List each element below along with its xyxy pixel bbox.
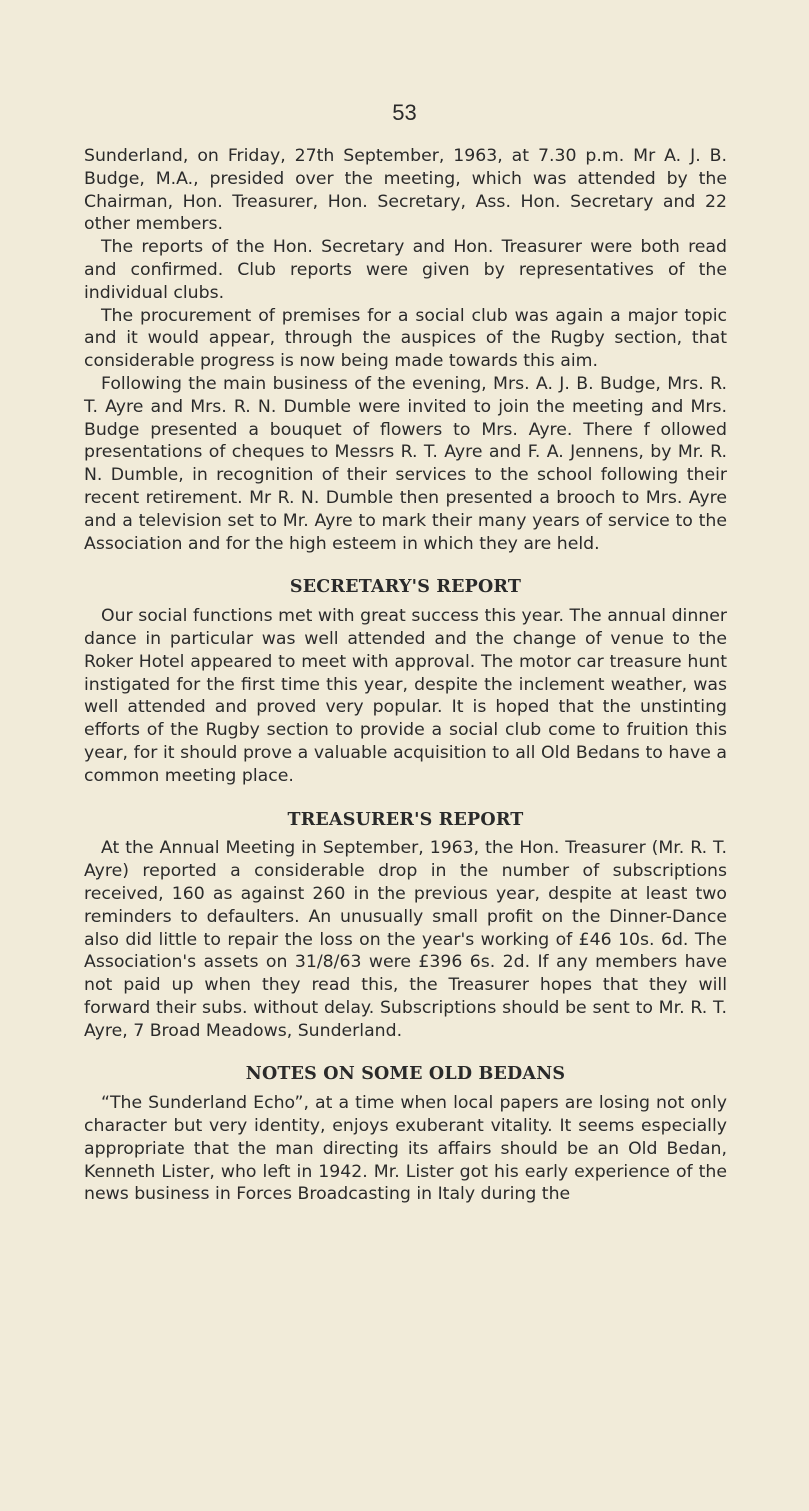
treasurer-report-heading: TREASURER'S REPORT <box>287 809 524 830</box>
intro-paragraph-3: The procurement of premises for a social club was again a major topic and it would appear, through the auspices of the Rugby section, that considerable progress is now being made towards this aim. <box>84 305 727 372</box>
notes-text: “The Sunderland Echo”, at a time when local papers are losing not only character but very identity, enjoys exuberant vitality. It seems especially appropriate that the man directing its affairs should be an Old Bedan, Kenneth Lister, who left in 1942. Mr. Lister got his early experience of the news business in Forces Broadcasting in Italy during the <box>84 1093 727 1205</box>
intro-paragraph-4: Following the main business of the evening, Mrs. A. J. B. Budge, Mrs. R. T. Ayre and Mrs. R. N. Dumble were invited to join the meeting and Mrs. Budge presented a bouquet of flowers to Mrs. Ayre. There f ollowed presentations of cheques to Messrs R. T. Ayre and F. A. Jennens, by Mr. R. N. Dumble, in recognition of their services to the school following their recent retirement. Mr R. N. Dumble then presented a brooch to Mrs. Ayre and a television set to Mr. Ayre to mark their many years of service to the Association and for the high esteem in which they are held. <box>84 373 727 554</box>
intro-paragraph-1: Sunderland, on Friday, 27th September, 1963, at 7.30 p.m. Mr A. J. B. Budge, M.A., presided over the meeting, which was attended by the Chairman, Hon. Treasurer, Hon. Secretary, Ass. Hon. Secretary and 22 other members. <box>84 146 727 235</box>
intro-paragraph-2: The reports of the Hon. Secretary and Hon. Treasurer were both read and confirmed. Club reports were given by representatives of the individual clubs. <box>84 237 727 303</box>
text-column <box>84 145 727 1206</box>
secretary-report-heading: SECRETARY'S REPORT <box>289 577 522 598</box>
notes-heading: NOTES ON SOME OLD BEDANS <box>245 1064 566 1085</box>
treasurer-report-text: At the Annual Meeting in September, 1963, the Hon. Treasurer (Mr. R. T. Ayre) reported a considerable drop in the number of subscriptions received, 160 as against 260 in the previous year, despite at least two reminders to defaulters. An unusually small profit on the Dinner-Dance also did little to repair the loss on the year's working of £46 10s. 6d. The Association's assets on 31/8/63 were £396 6s. 2d. If any members have not paid up when they read this, the Treasurer hopes that they will forward their subs. without delay. Subscriptions should be sent to Mr. R. T. Ayre, 7 Broad Meadows, Sunderland. <box>84 838 727 1041</box>
secretary-report-text: Our social functions met with great success this year. The annual dinner dance in particular was well attended and the change of venue to the Roker Hotel appeared to meet with approval. The motor car treasure hunt instigated for the first time this year, despite the inclement weather, was well attended and proved very popular. It is hoped that the unstinting efforts of the Rugby section to provide a social club come to fruition this year, for it should prove a valuable acquisition to all Old Bedans to have a common meeting place. <box>84 606 727 786</box>
page-number: 53 <box>392 100 417 125</box>
